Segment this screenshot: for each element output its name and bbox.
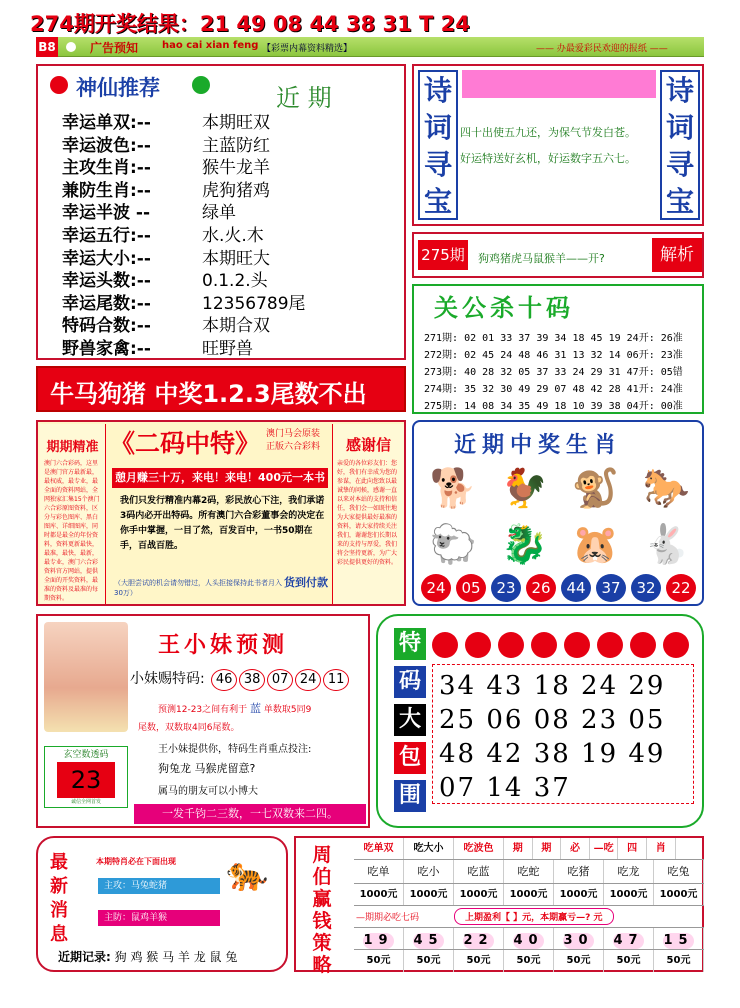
number-ball: 22 xyxy=(666,574,696,602)
number-ball: 32 xyxy=(631,574,661,602)
tema-panel xyxy=(376,614,704,828)
shenxian-row-value: 主蓝防红 xyxy=(202,135,270,156)
zhoubo-title-char: 略 xyxy=(312,954,332,976)
shenxian-row-label: 兼防生肖:-- xyxy=(62,180,151,201)
number-ball: 26 xyxy=(526,574,556,602)
tema-ball: 07 xyxy=(267,669,293,691)
zhufang-bar xyxy=(98,910,220,926)
zhoubo-title-char: 策 xyxy=(312,932,332,954)
zhoubo-amount-cell: 1000元 xyxy=(654,884,704,905)
tema-left-chars xyxy=(394,628,426,818)
zhoubo-code-ball: 40 xyxy=(513,933,544,948)
zhoubo-title-char: 周 xyxy=(312,844,332,866)
red-dot-icon xyxy=(50,76,68,94)
zhoubo-title-char: 伯 xyxy=(312,866,332,888)
shenxian-row-value: 12356789尾 xyxy=(202,293,306,314)
guangong-list xyxy=(424,330,704,415)
shenxian-subtitle: 近 期 xyxy=(276,84,332,112)
zhoubo-code-ball: 47 xyxy=(613,933,644,948)
xm-line4: 狗兔龙 马猴虎留意? xyxy=(158,762,256,775)
right-text: 亲爱的各位彩友们：您好，我们有幸成为您的参谋，在此向您致以最诚挚的问候，感谢一直以来对本站的支持和信任，我们会一如既往地为大家提供最好最准的资料，请大家持续关注我们，谢谢您们长期以来的支持与厚爱，我们将会坚持更新，为广大彩民提供更好的资料。 xyxy=(337,460,398,566)
shenxian-row xyxy=(62,311,402,337)
shenxian-row xyxy=(62,221,402,244)
zuixin-subtitle: 本期特肖必在下面出现 xyxy=(96,857,176,866)
poem-line2: 好运特送好玄机，好运数字五六七。 xyxy=(460,152,636,165)
number-ball: 23 xyxy=(491,574,521,602)
shenxian-title: 神仙推荐 xyxy=(76,76,160,100)
shenxian-row xyxy=(62,244,402,267)
rooster-icon: 🐓 xyxy=(500,466,549,510)
shenxian-list xyxy=(62,108,402,357)
zhoubo-header-cell: 吃单双 xyxy=(354,838,404,859)
zhoubo-code-cell xyxy=(354,928,404,949)
poem-left-title xyxy=(418,70,458,220)
header-slogan: —— 办最爱彩民欢迎的报纸 —— xyxy=(536,44,668,54)
shenxian-row-value: 虎狗猪鸡 xyxy=(202,180,270,201)
red-dot-icon xyxy=(531,632,557,658)
xm-line1 xyxy=(158,700,311,716)
zhoubo-amount2-cell: 50元 xyxy=(354,950,404,972)
left-title: 期期精准 xyxy=(46,440,99,455)
poem-right-title xyxy=(660,70,700,220)
tema-number-line: 48 42 38 19 49 xyxy=(439,739,666,769)
shenxian-row-label: 幸运单双:-- xyxy=(62,113,151,133)
xm-line2: 尾数，双数取4同6尾数。 xyxy=(138,723,240,733)
xm-line1a: 预测12-23之间有利于 xyxy=(158,705,248,715)
red-dot-icon xyxy=(630,632,656,658)
zhoubo-title-char: 钱 xyxy=(312,910,332,932)
shenxian-row-value: 水.火.木 xyxy=(202,225,264,246)
red-dot-icon xyxy=(564,632,590,658)
zhoubo-amount2-cell: 50元 xyxy=(604,950,654,972)
poem-pink-bar xyxy=(462,70,656,98)
poem-title-char: 词 xyxy=(423,111,452,144)
wangxiaomei-title: 王小妹预测 xyxy=(158,632,289,658)
tema-number-list xyxy=(433,665,693,809)
tema-ball: 38 xyxy=(239,669,265,691)
zhoubo-panel xyxy=(294,836,704,976)
guangong-row: 271期: 02 01 33 37 39 34 18 45 19 24开: 26准 xyxy=(424,333,683,344)
shenxian-row xyxy=(62,153,402,179)
zhoubo-amount-row xyxy=(354,884,704,906)
profit-note xyxy=(454,908,614,925)
zhoubo-cols-row xyxy=(354,860,704,884)
zhoubo-header-cell: —吃 xyxy=(590,838,619,859)
zhoubo-code-cell xyxy=(454,928,504,949)
xm-footer xyxy=(134,804,366,824)
ermazhongte-panel xyxy=(36,420,406,606)
zhoubo-amount2-row xyxy=(354,950,704,972)
poem-title-char: 寻 xyxy=(665,148,694,181)
zuixin-title xyxy=(50,848,74,944)
shenxian-row xyxy=(62,266,402,292)
shenxian-row-label: 幸运五行:-- xyxy=(62,225,151,246)
guangong-row: 274期: 35 32 30 49 29 07 48 42 28 41开: 24准 xyxy=(424,384,683,395)
avatar xyxy=(44,622,128,732)
zhoubo-amount2-cell: 50元 xyxy=(504,950,554,972)
tiger-icon: 🐅 xyxy=(226,854,269,894)
tema-ball: 24 xyxy=(295,669,321,691)
guangong-row: 272期: 02 45 24 48 46 31 13 32 14 06开: 23准 xyxy=(424,350,683,361)
zuixin-title-char: 消 xyxy=(50,900,68,921)
xuankong-num-text: 23 xyxy=(70,766,102,794)
xm-footer-text: 一发千钧二三数，一七双数来二四。 xyxy=(162,807,338,820)
tema-left-char: 码 xyxy=(394,666,426,698)
zhoubo-col-cell: 吃蓝 xyxy=(454,860,504,883)
shenxian-row-label: 野兽家禽:-- xyxy=(62,338,151,359)
zhoubo-amount2-cell: 50元 xyxy=(454,950,504,972)
ball-row xyxy=(418,574,702,602)
period-note: —期期必吃七码 xyxy=(356,913,420,923)
tema-number-box xyxy=(432,664,694,804)
xuankong-num xyxy=(57,762,115,798)
zhoubo-amount-cell: 1000元 xyxy=(454,884,504,905)
ad-label: 广告预知 xyxy=(90,41,139,55)
poem-title-char: 宝 xyxy=(423,185,452,218)
zhoubo-amount-cell: 1000元 xyxy=(354,884,404,905)
zhoubo-code-cell xyxy=(504,928,554,949)
rabbit-icon: 🐇 xyxy=(642,522,691,566)
shenxian-row-value: 绿单 xyxy=(202,203,236,224)
shenxian-row-label: 主攻生肖:-- xyxy=(62,158,151,179)
zhoubo-amount-cell: 1000元 xyxy=(554,884,604,905)
zhoubo-amount2-cell: 50元 xyxy=(654,950,704,972)
zhugong-bar xyxy=(98,878,220,894)
zhoubo-header-cell: 期 xyxy=(533,838,562,859)
shenxian-row xyxy=(62,131,402,154)
zhoubo-code-cell xyxy=(654,928,704,949)
xm-line3: 王小妹提供你，特码生肖重点投注: xyxy=(158,744,312,755)
zhugong-text: 主攻：马兔蛇猪 xyxy=(104,881,168,891)
red-dot-icon xyxy=(465,632,491,658)
red-dot-icon xyxy=(498,632,524,658)
zuixin-panel xyxy=(36,836,288,972)
zhufang-text: 主防：鼠鸡羊猴 xyxy=(104,913,168,923)
number-ball: 37 xyxy=(596,574,626,602)
zhongjiang-title: 近期中奖生肖 xyxy=(454,433,623,458)
shenxian-row-label: 特码合数:-- xyxy=(62,316,151,337)
zhoubo-header-cell: 期 xyxy=(504,838,533,859)
guangong-panel xyxy=(412,284,704,414)
dog-icon: 🐕 xyxy=(429,466,478,510)
horse-icon: 🐎 xyxy=(642,466,691,510)
header-bar xyxy=(36,37,704,57)
shenxian-row-value: 本期旺大 xyxy=(202,248,270,269)
left-text: 澳门六合彩码，这里是澳门官方最新最，最权威，最专业，最全面的资料网站，全网独家汇集15个澳门六合彩原图资料，区分与彩色图库、黑白图库、详细图库，同时都是最全的年份资料，资料更新最快，最准，最快，最新，最专业，澳门六合彩资料官方网站，提供全面的开奖资料，最准的资料及最准的每期资料。 xyxy=(44,460,100,602)
slogan-text: 憩月赚三十万，来电！来电！400元一本书 xyxy=(115,471,325,484)
number-ball: 24 xyxy=(421,574,451,602)
xuankong-stamp: 诚信全网首发 xyxy=(70,799,101,805)
zuixin-title-char: 息 xyxy=(50,924,68,945)
zhongjiang-panel xyxy=(412,420,704,606)
zhoubo-title-char: 赢 xyxy=(312,888,332,910)
tema-left-char: 大 xyxy=(394,704,426,736)
shenxian-row-label: 幸运大小:-- xyxy=(62,248,151,269)
hamster-icon: 🐹 xyxy=(571,522,620,566)
zuixin-title-char: 新 xyxy=(50,876,68,897)
poem-line1: 四十出使五九还，为保气节发白苍。 xyxy=(460,126,636,139)
shenxian-row xyxy=(62,176,402,199)
tema-number-line: 34 43 18 24 29 xyxy=(439,671,666,701)
xuankong-box xyxy=(44,746,128,808)
shenxian-row-label: 幸运波色:-- xyxy=(62,135,151,156)
zhoubo-col-cell: 吃蛇 xyxy=(504,860,554,883)
poem-title-char: 诗 xyxy=(665,74,694,107)
poem-jiexi: 解析 xyxy=(652,238,702,272)
xm-line1c: 单数取5同9 xyxy=(263,705,312,715)
shenxian-row-value: 0.1.2.头 xyxy=(202,271,268,292)
zhoubo-header-cell: 四 xyxy=(618,838,647,859)
zhoubo-table xyxy=(354,838,704,972)
page-tag: B8 xyxy=(36,37,58,57)
shenxian-panel xyxy=(36,64,406,360)
number-ball: 05 xyxy=(456,574,486,602)
guangong-row: 275期: 14 08 34 35 49 18 10 39 38 04开: 00准 xyxy=(424,401,683,412)
header-dot-icon xyxy=(66,42,76,52)
banner-text: 牛马狗猪 中奖1.2.3尾数不出 xyxy=(50,380,367,408)
shenxian-row-value: 猴牛龙羊 xyxy=(202,158,270,179)
poem-title-char: 宝 xyxy=(665,185,694,218)
right-title: 感谢信 xyxy=(345,436,391,454)
red-dot-icon xyxy=(663,632,689,658)
footer-text: （大胆尝试的机会请勿错过，人头拒接保持此书者月入30万） xyxy=(114,579,282,597)
tema-left-char: 特 xyxy=(394,628,426,660)
shenxian-row xyxy=(62,198,402,224)
xm-line1b: 蓝 xyxy=(250,702,262,715)
tema-ball: 46 xyxy=(211,669,237,691)
shenxian-banner xyxy=(36,366,406,412)
animal-grid xyxy=(418,460,702,572)
tema-ball: 11 xyxy=(323,669,349,691)
ad-sub: 【彩票内幕资料精选】 xyxy=(262,44,353,54)
zhoubo-amount2-cell: 50元 xyxy=(554,950,604,972)
zhoubo-col-cell: 吃单 xyxy=(354,860,404,883)
zhoubo-title xyxy=(302,840,342,976)
zhoubo-amount-cell: 1000元 xyxy=(504,884,554,905)
green-dot-icon xyxy=(192,76,210,94)
tema-row xyxy=(130,668,370,691)
poem-title-char: 寻 xyxy=(423,148,452,181)
zhoubo-code-ball: 22 xyxy=(463,933,494,948)
zhoubo-head-row xyxy=(354,838,704,860)
poem-title-char: 诗 xyxy=(423,74,452,107)
main-title: 《二码中特》 xyxy=(110,429,261,458)
zhoubo-header-cell: 必 xyxy=(561,838,590,859)
guangong-title-text: 关公杀十码 xyxy=(434,294,574,322)
poem-riddle: 狗鸡猪虎马鼠猴羊——开? xyxy=(478,252,605,265)
zhoubo-code-ball: 45 xyxy=(413,933,444,948)
shenxian-row xyxy=(62,334,402,357)
zuixin-title-char: 最 xyxy=(50,852,68,873)
ermazhongte-right xyxy=(332,424,404,604)
xm-line5: 属马的朋友可以小博大 xyxy=(158,786,258,797)
red-dot-icon xyxy=(597,632,623,658)
poem-title-char: 词 xyxy=(665,111,694,144)
zhoubo-code-cell xyxy=(554,928,604,949)
tema-number-line: 07 14 37 xyxy=(439,773,571,803)
zhoubo-amount-cell: 1000元 xyxy=(404,884,454,905)
record-row xyxy=(58,948,237,965)
record-text: 狗 鸡 猴 马 羊 龙 鼠 兔 xyxy=(114,950,238,964)
profit-note-text: 上期盈利【 】元，本期赢亏—? 元 xyxy=(465,913,603,923)
tema-left-char: 包 xyxy=(394,742,426,774)
zhoubo-col-cell: 吃小 xyxy=(404,860,454,883)
page-title: 274期开奖结果：21 49 08 44 38 31 T 24 xyxy=(30,12,470,36)
zhoubo-header-cell: 吃波色 xyxy=(454,838,504,859)
zhoubo-code-ball: 19 xyxy=(363,933,394,948)
red-dot-icon xyxy=(432,632,458,658)
ermazhongte-left xyxy=(40,424,106,604)
shenxian-row xyxy=(62,289,402,312)
tema-balls xyxy=(209,671,349,687)
ad-pinyin: hao cai xian feng xyxy=(162,40,259,51)
poem-period-row xyxy=(412,232,704,278)
tema-dots xyxy=(432,632,702,662)
tema-number-line: 25 06 08 23 05 xyxy=(439,705,666,735)
shenxian-row-value: 本期旺双 xyxy=(202,113,270,133)
tema-left-char: 围 xyxy=(394,780,426,812)
record-label: 近期记录: xyxy=(58,950,111,964)
zhoubo-note-row xyxy=(354,906,704,928)
monkey-icon: 🐒 xyxy=(571,466,620,510)
number-ball: 44 xyxy=(561,574,591,602)
shenxian-row-label: 幸运半波 -- xyxy=(62,203,151,224)
zhoubo-col-cell: 吃龙 xyxy=(604,860,654,883)
zhoubo-col-cell: 吃兔 xyxy=(654,860,704,883)
zhoubo-code-cell xyxy=(404,928,454,949)
zhoubo-amount2-cell: 50元 xyxy=(404,950,454,972)
shenxian-row xyxy=(62,108,402,131)
zhoubo-col-cell: 吃猪 xyxy=(554,860,604,883)
poem-panel xyxy=(412,64,704,226)
zhoubo-header-cell: 吃大小 xyxy=(404,838,454,859)
zhoubo-code-ball: 30 xyxy=(563,933,594,948)
wangxiaomei-panel xyxy=(36,614,370,828)
guangong-row: 273期: 40 28 32 05 37 33 24 29 31 47开: 05错 xyxy=(424,367,683,378)
side-title: 澳门马会原装正版六合彩料 xyxy=(266,429,321,452)
dragon-icon: 🐉 xyxy=(500,522,549,566)
shenxian-row-label: 幸运头数:-- xyxy=(62,271,151,292)
poem-period: 275期 xyxy=(418,240,468,270)
body-text: 我们只发行精准内幕2码，彩民放心下注，我们承诺3码内必开出特码。所有澳门六合彩董事会的决定在你手中掌握，一目了然，百发百中，一书50期在手，百战百胜。 xyxy=(120,496,325,551)
guangong-title xyxy=(434,288,574,323)
shenxian-row-label: 幸运尾数:-- xyxy=(62,293,151,314)
zhoubo-header-cell: 肖 xyxy=(647,838,676,859)
sheep-icon: 🐑 xyxy=(429,522,478,566)
shenxian-row-value: 旺野兽 xyxy=(202,338,253,359)
xuankong-label: 玄空数透码 xyxy=(63,750,109,760)
slogan-bar xyxy=(112,468,328,488)
zhoubo-codes-row xyxy=(354,928,704,950)
zhoubo-code-ball: 15 xyxy=(663,933,694,948)
zhoubo-code-cell xyxy=(604,928,654,949)
zhoubo-amount-cell: 1000元 xyxy=(604,884,654,905)
shenxian-row-value: 本期合双 xyxy=(202,316,270,337)
footer2-text: 货到付款 xyxy=(284,576,328,589)
tema-label: 小妹赐特码: xyxy=(130,671,205,687)
